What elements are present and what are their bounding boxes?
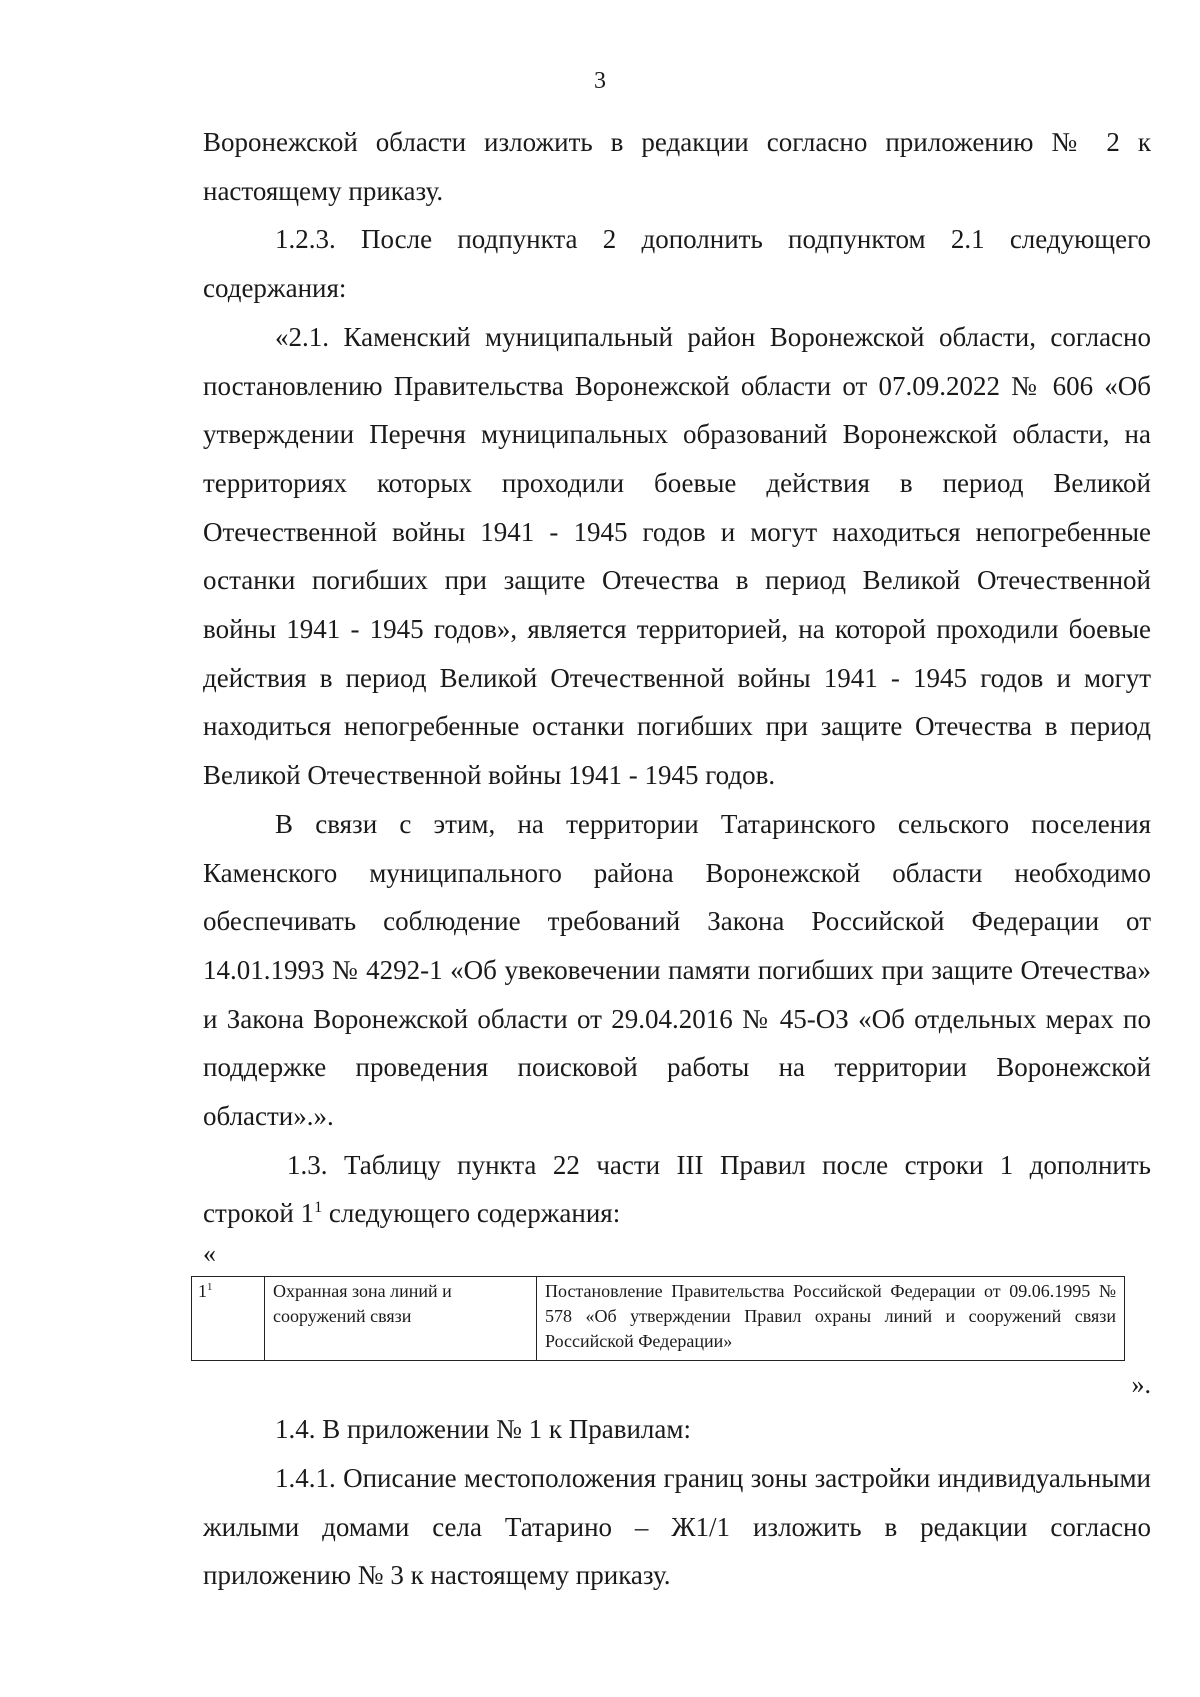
table-cell-basis: Постановление Правительства Российской Федерации от 09.06.1995 № 578 «Об утверждении Правил охраны линий и сооружений связи Российской Федерации»: [537, 1277, 1125, 1361]
table-quote-open: «: [203, 1239, 216, 1269]
paragraph-continuation: Воронежской области изложить в редакции согласно приложению № 2 к настоящему приказу.: [203, 127, 1151, 206]
row-superscript: 1: [314, 1198, 323, 1217]
paragraph-1-3: [203, 1141, 1151, 1238]
paragraph-in-this-regard: В связи с этим, на территории Татаринского сельского поселения Каменского муниципального района Воронежской области необходимо обеспечивать соблюдение требований Закона Российской Федерации от 14.01.1993 № 4292-1 «Об увековечении памяти погибших при защите Отечества» и Закона Воронежской области от 29.04.2016 № 45-ОЗ «Об отдельных мерах по поддержке проведения поисковой работы на территории Воронежской области».».: [203, 808, 1151, 1132]
paragraph-2-1: «2.1. Каменский муниципальный район Воронежской области, согласно постановлению Правительства Воронежской области от 07.09.2022 № 606 «Об утверждении Перечня муниципальных образований Воронежской области, на территориях которых проходили боевые действия в период Великой Отечественной войны 1941 - 1945 годов и могут находиться непогребенные останки погибших при защите Отечества в период Великой Отечественной войны 1941 - 1945 годов», является территорией, на которой проходили боевые действия в период Великой Отечественной войны 1941 - 1945 годов и могут находиться непогребенные останки погибших при защите Отечества в период Великой Отечественной войны 1941 - 1945 годов.: [203, 321, 1151, 791]
document-body: [198, 118, 1151, 1600]
paragraph-1-3-text: 1.3. Таблицу пункта 22 части III Правил после строки 1 дополнить строкой 1: [203, 1149, 1151, 1229]
table-quote-close: ».: [1131, 1370, 1151, 1400]
row-number-superscript: 1: [207, 1281, 213, 1294]
paragraph-1-4-1: 1.4.1. Описание местоположения границ зоны застройки индивидуальными жилыми домами села Татарино – Ж1/1 изложить в редакции согласно приложению № 3 к настоящему приказу.: [203, 1462, 1151, 1591]
rules-table: [191, 1276, 1125, 1361]
paragraph-1-2-3: 1.2.3. После подпункта 2 дополнить подпунктом 2.1 следующего содержания:: [203, 224, 1151, 304]
table-row: [192, 1277, 1125, 1361]
page-number: 3: [594, 68, 606, 94]
paragraph-1-3-tail: следующего содержания:: [322, 1198, 621, 1229]
paragraph-1-4: 1.4. В приложении № 1 к Правилам:: [275, 1414, 691, 1445]
row-number: 1: [198, 1281, 207, 1302]
table-cell-row-number: [192, 1277, 265, 1361]
table-cell-zone: Охранная зона линий и сооружений связи: [265, 1277, 537, 1361]
